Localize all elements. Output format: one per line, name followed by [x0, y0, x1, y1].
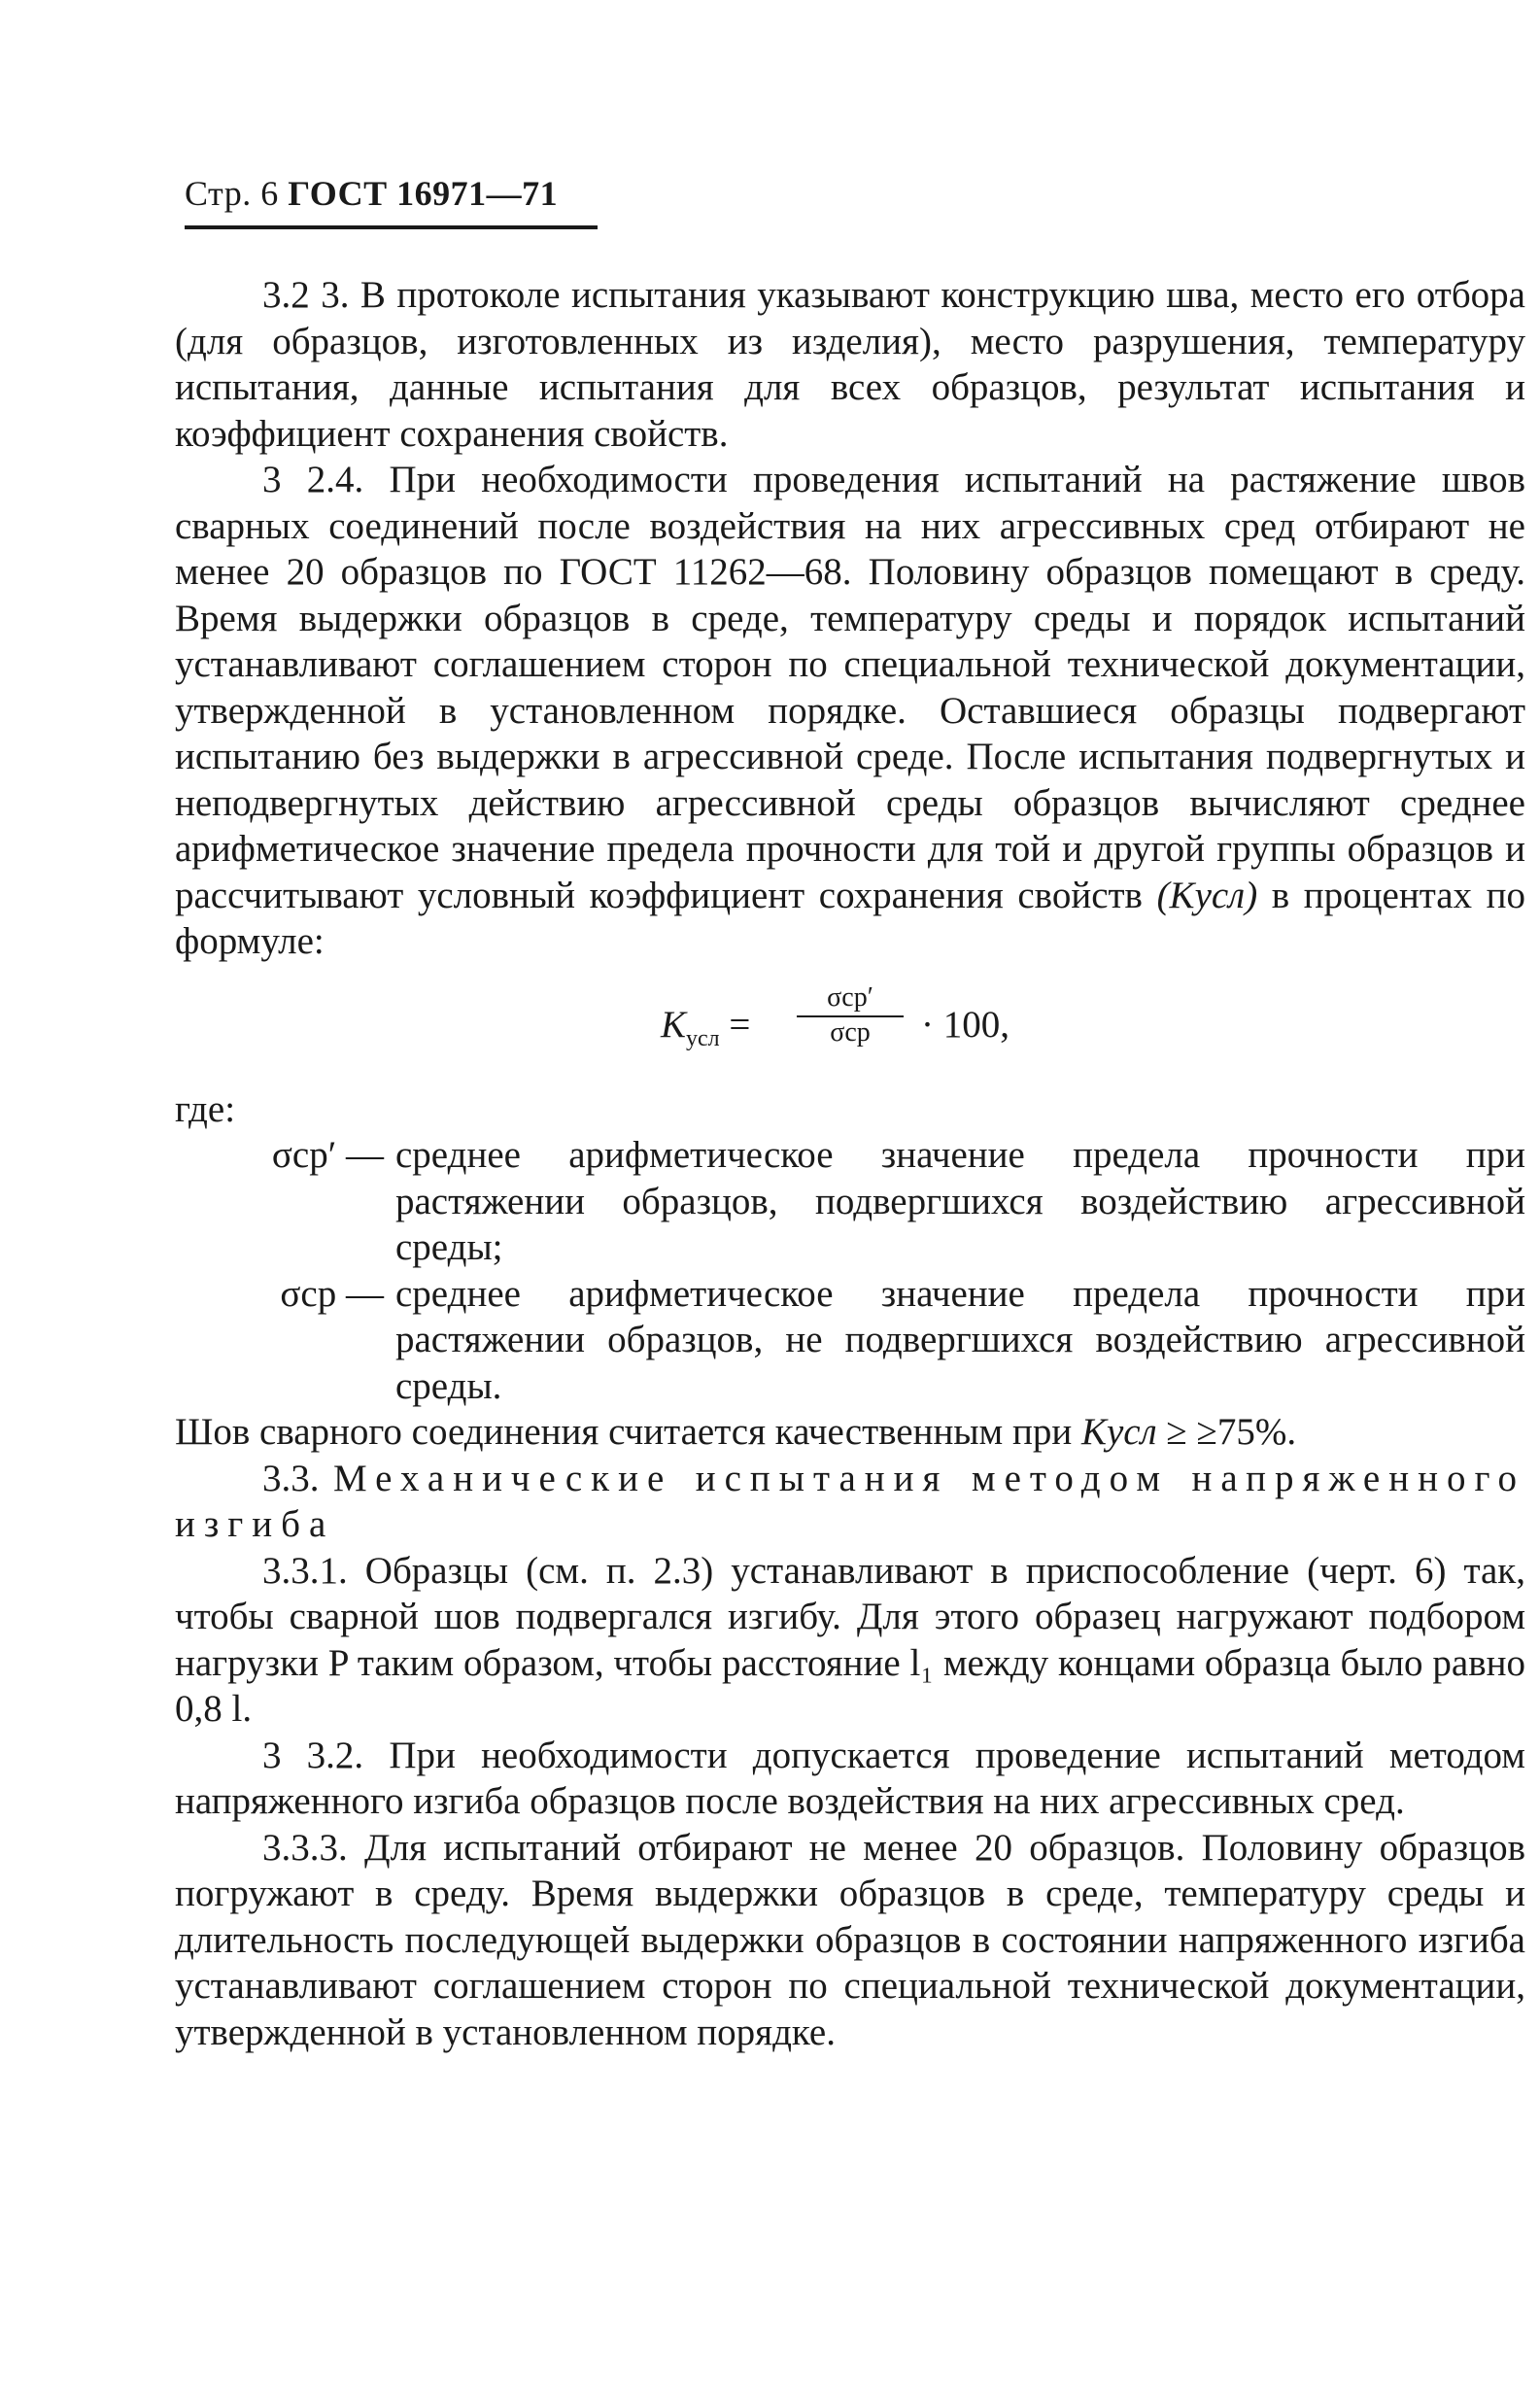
definition-text: среднее арифметическое значение предела прочности при растяжении образцов, подвергшихся воздействию агрессивной среды; — [395, 1134, 1525, 1268]
paragraph-3-3-1: 3.3.1. Образцы (см. п. 2.3) устанавливают в приспособление (черт. 6) так, чтобы сварной шов подвергался изгибу. Для этого образец нагружают подбором нагрузки P таким образом, чтобы расстояние l₁ между концами образца было равно 0,8 l. — [175, 1549, 1525, 1730]
definitions — [175, 1132, 1525, 1409]
paragraph-3-3-3: 3.3.3. Для испытаний отбирают не менее 20 образцов. Половину образцов погружают в среду. Время выдержки образцов в среде, температуру среды и длительность последующей выдержки образцов в состоянии напряженного изгиба устанавливают соглашением сторон по специальной технической документации, утвержденной в установленном порядке. — [175, 1826, 1525, 2053]
page-header — [185, 173, 558, 214]
standard-number: ГОСТ 16971—71 — [288, 174, 559, 213]
formula-fraction — [797, 982, 904, 1048]
definition-symbol: σср′ — — [271, 1134, 384, 1176]
formula-rhs: · 100, — [921, 1003, 1010, 1046]
definition-item — [175, 1132, 1525, 1271]
paragraph-3-2-3: 3.2 3. В протоколе испытания указывают конструкцию шва, место его отбора (для образцов, изготовленных из изделия), место разрушения, температуру испытания, данные испытания для всех образцов, результат испытания и коэффициент сохранения свойств. — [175, 274, 1525, 455]
formula-denominator: σср — [830, 1016, 871, 1048]
page-number: Стр. 6 — [185, 174, 279, 213]
quality-criterion: Шов сварного соединения считается качественным при Kусл ≥ ≥75%. — [175, 1411, 1297, 1453]
section-number: 3.3. — [262, 1457, 320, 1499]
formula-numerator: σср′ — [797, 982, 904, 1017]
section-3-3-heading — [175, 1456, 1525, 1548]
paragraph-3-2-4 — [175, 457, 1525, 965]
paragraph-3-2-4-tail: в процентах по формуле: — [175, 874, 1525, 962]
definition-symbol: σср — — [280, 1272, 384, 1315]
paragraph-3-3-2: 3 3.2. При необходимости допускается проведение испытаний методом напряженного изгиба образцов после воздействия на них агрессивных сред. — [175, 1734, 1525, 1822]
definition-item — [175, 1271, 1525, 1410]
k-symbol: (Kусл) — [1156, 874, 1258, 916]
section-title: Механические испытания методом напряженного изгиба — [175, 1457, 1525, 1545]
definition-text: среднее арифметическое значение предела прочности при растяжении образцов, не подвергшихся воздействию агрессивной среды. — [395, 1272, 1525, 1407]
where-label: где: — [175, 1087, 236, 1130]
page-body — [175, 272, 1525, 2055]
formula — [175, 965, 1525, 1086]
formula-lhs: $K_{усл}$ = — [661, 1003, 751, 1051]
header-rule — [185, 225, 598, 229]
paragraph-3-2-4-text: 3 2.4. При необходимости проведения испытаний на растяжение швов сварных соединений после воздействия на них агрессивных сред отбирают не менее 20 образцов по ГОСТ 11262—68. Половину образцов помещают в среду. Время выдержки образцов в среде, температуру среды и порядок испытаний устанавливают соглашением сторон по специальной технической документации, утвержденной в установленном порядке. Оставшиеся образцы подвергают испытанию без выдержки в агрессивной среде. После испытания подвергнутых и неподвергнутых действию агрессивной среды образцов вычисляют среднее арифметическое значение предела прочности для той и другой группы образцов и рассчитывают условный коэффициент сохранения свойств — [175, 459, 1525, 916]
